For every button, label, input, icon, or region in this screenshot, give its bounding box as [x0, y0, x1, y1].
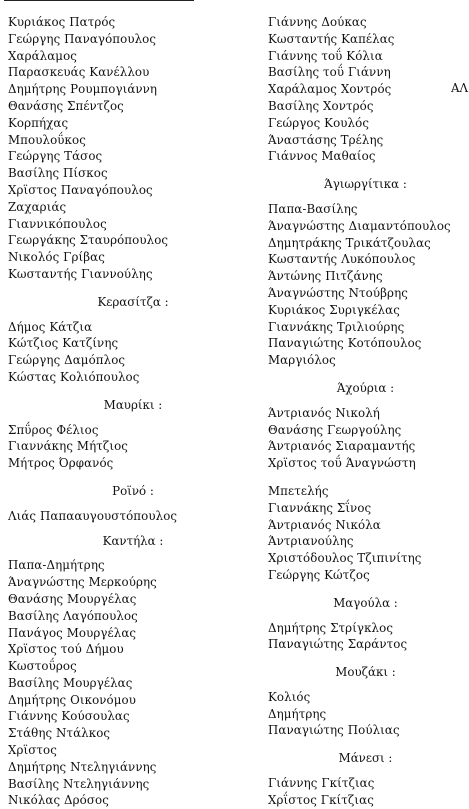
name-entry: Θανάσης Σπέντζος — [8, 98, 124, 113]
name-entry: Κωστοΰρος — [8, 659, 77, 674]
name-entry: Παπα-Δημήτρης — [8, 558, 105, 573]
name-entry: Νικολός Γρίβας — [8, 250, 105, 265]
name-entry: Γεώργης Παναγόπουλος — [8, 31, 157, 46]
name-entry: Βασίλης Πίσκος — [8, 166, 108, 181]
name-entry: Γιάννης Δούκας — [268, 15, 367, 29]
name-entry: Άντώνης Πιτζάνης — [268, 269, 383, 284]
name-entry: Χαράλαμος — [8, 48, 77, 63]
name-entry: Παναγιώτης Σαράντος — [268, 637, 408, 652]
name-entry: Ζαχαριάς — [8, 199, 67, 214]
name-entry: Λιάς Παπααυγουστόπουλος — [8, 508, 178, 523]
name-entry: Γεώργης Δαμόπλος — [8, 353, 126, 368]
name-entry: Γιάννης Κούσουλας — [8, 709, 130, 724]
name-entry: Γιαννικόπουλος — [8, 216, 107, 231]
name-entry: Δημήτρης Ντεληγιάννης — [8, 759, 157, 774]
name-entry: Μήτρος Όρφανός — [8, 456, 114, 471]
name-entry: Γεώργος Κουλός — [268, 115, 370, 130]
village-heading-kantila: Καντήλα : — [102, 533, 164, 548]
name-entry: Κολιός — [268, 689, 311, 704]
name-entry: Δήμος Κάτζια — [8, 319, 93, 334]
name-entry: Βασίλης Ντεληγιάννης — [8, 776, 150, 791]
name-entry: Άντριανός Σιαραμαντής — [268, 439, 416, 454]
right-group-3b — [268, 483, 463, 584]
name-entry: Χρΐστος Γκίτζιας — [268, 792, 374, 807]
right-group-2 — [268, 201, 463, 369]
name-entry: Γιαννάκης Τριλιούρης — [268, 319, 405, 334]
village-heading-mavriki: Μαυρίκι : — [103, 397, 163, 412]
name-entry: Κώτζιος Κατζίνης — [8, 336, 119, 351]
top-rule — [4, 0, 194, 1]
left-group-2 — [8, 319, 258, 386]
name-entry: Χρϊστος — [8, 743, 57, 758]
name-entry: Παναγιώτης Κοτόπουλος — [268, 336, 422, 351]
left-column — [8, 14, 258, 809]
name-entry: Γεωργάκης Σταυρόπουλος — [8, 233, 169, 248]
name-entry: Χριστόδουλος Τζιπινίτης — [268, 551, 422, 566]
name-entry: Δημητράκης Τρικάτζουλας — [268, 235, 431, 250]
name-entry: Γεώργης Κώτζος — [268, 567, 370, 582]
name-entry: Κορπήχας — [8, 115, 69, 130]
village-heading-kerasitza: Κερασίτζα : — [97, 294, 169, 309]
name-entry: Παναγιώτης Πούλιας — [268, 723, 400, 738]
name-entry: Δημήτρης Στρίγκλος — [268, 620, 394, 635]
name-entry: Γιάννης τοΰ Κόλια — [268, 48, 383, 63]
margin-mark: ΑΛ — [451, 81, 469, 95]
name-entry: Παρασκευάς Κανέλλου — [8, 65, 150, 80]
name-entry: Χρϊστος τοΰ Άναγνώστη — [268, 456, 416, 471]
name-entry: Άντριανούλης — [268, 534, 354, 549]
name-entry: Άναγνώστης Διαμαντόπουλος — [268, 218, 451, 233]
name-entry: Βασίλης Μουργέλας — [8, 675, 133, 690]
name-entry: Άναγνώστης Μερκούρης — [8, 575, 157, 590]
name-entry: Μπετελής — [268, 483, 329, 498]
right-group-5 — [268, 689, 463, 739]
name-entry: Κωσταντής Γιαννούλης — [8, 266, 153, 281]
name-entry: Σπΰρος Φέλιος — [8, 422, 99, 437]
left-group-1 — [8, 14, 258, 283]
right-group-1 — [268, 14, 463, 165]
name-entry: Θανάσης Μουργέλας — [8, 591, 137, 606]
name-entry: Γιαννάκης Μήτζιος — [8, 439, 128, 454]
name-entry: Κωσταντής Λυκόπουλος — [268, 252, 416, 267]
name-entry: Άντριανός Νικόλα — [268, 517, 381, 532]
left-group-4 — [8, 508, 258, 525]
left-group-3 — [8, 422, 258, 472]
right-column — [268, 14, 463, 809]
name-entry: Μαργιόλος — [268, 353, 336, 368]
village-heading-achouria: Άχούρια : — [336, 380, 395, 395]
name-entry: Άναγνώστης Ντούβρης — [268, 285, 408, 300]
village-heading-roino: Ροϊνό : — [112, 483, 154, 498]
right-group-4 — [268, 620, 463, 654]
name-entry: Δημήτρης Ρουμπογιάννη — [8, 82, 158, 97]
name-entry: Χαράλαμος Χοντρός — [268, 82, 392, 97]
name-entry: Γιάννος Μαθαίος — [268, 149, 376, 164]
name-entry: Γιαννάκης Σΐνος — [268, 500, 372, 515]
right-group-6 — [268, 775, 463, 809]
name-entry: Κυριάκος Πατρός — [8, 15, 116, 29]
name-entry: Θανάσης Γεωργούλης — [268, 422, 402, 437]
name-entry: Κωσταντής Καπέλας — [268, 31, 395, 46]
village-heading-magoula: Μαγούλα : — [333, 595, 398, 610]
name-entry: Νικόλας Δρόσος — [8, 793, 109, 808]
name-entry: Παπα-Βασίλης — [268, 201, 358, 216]
right-group-3a — [268, 405, 463, 472]
name-entry: Άναστάσης Τρέλης — [268, 132, 384, 147]
village-heading-manesi: Μάνεσι : — [338, 751, 393, 766]
left-group-5 — [8, 557, 258, 809]
name-entry: Δημήτρης Οικονόμου — [8, 692, 136, 707]
name-entry: Βασίλης Λαγόπουλος — [8, 608, 138, 623]
name-entry: Στάθης Ντάλκος — [8, 726, 111, 741]
name-entry: Γεώργης Τάσος — [8, 149, 103, 164]
name-entry: Κώστας Κολιόπουλος — [8, 369, 140, 384]
village-heading-agiorgitika: Άγιωργίτικα : — [324, 177, 407, 192]
name-entry: Μπουλοΰκος — [8, 132, 86, 147]
name-entry: Γιάννης Γκίτζιας — [268, 776, 375, 791]
name-entry: Χρϊστος τού Δήμου — [8, 642, 124, 657]
name-entry: Πανάγος Μουργέλας — [8, 625, 137, 640]
name-entry: Βασίλης Χοντρός — [268, 98, 374, 113]
name-entry: Κυριάκος Συριγκέλας — [268, 302, 400, 317]
name-entry: Δημήτρης — [268, 706, 327, 721]
village-heading-mouzaki: Μουζάκι : — [335, 665, 396, 680]
name-entry: Χρϊστος Παναγόπουλος — [8, 182, 153, 197]
name-entry: Άντριανός Νικολή — [268, 405, 380, 420]
name-entry: Βασίλης τοΰ Γιάννη — [268, 65, 391, 80]
